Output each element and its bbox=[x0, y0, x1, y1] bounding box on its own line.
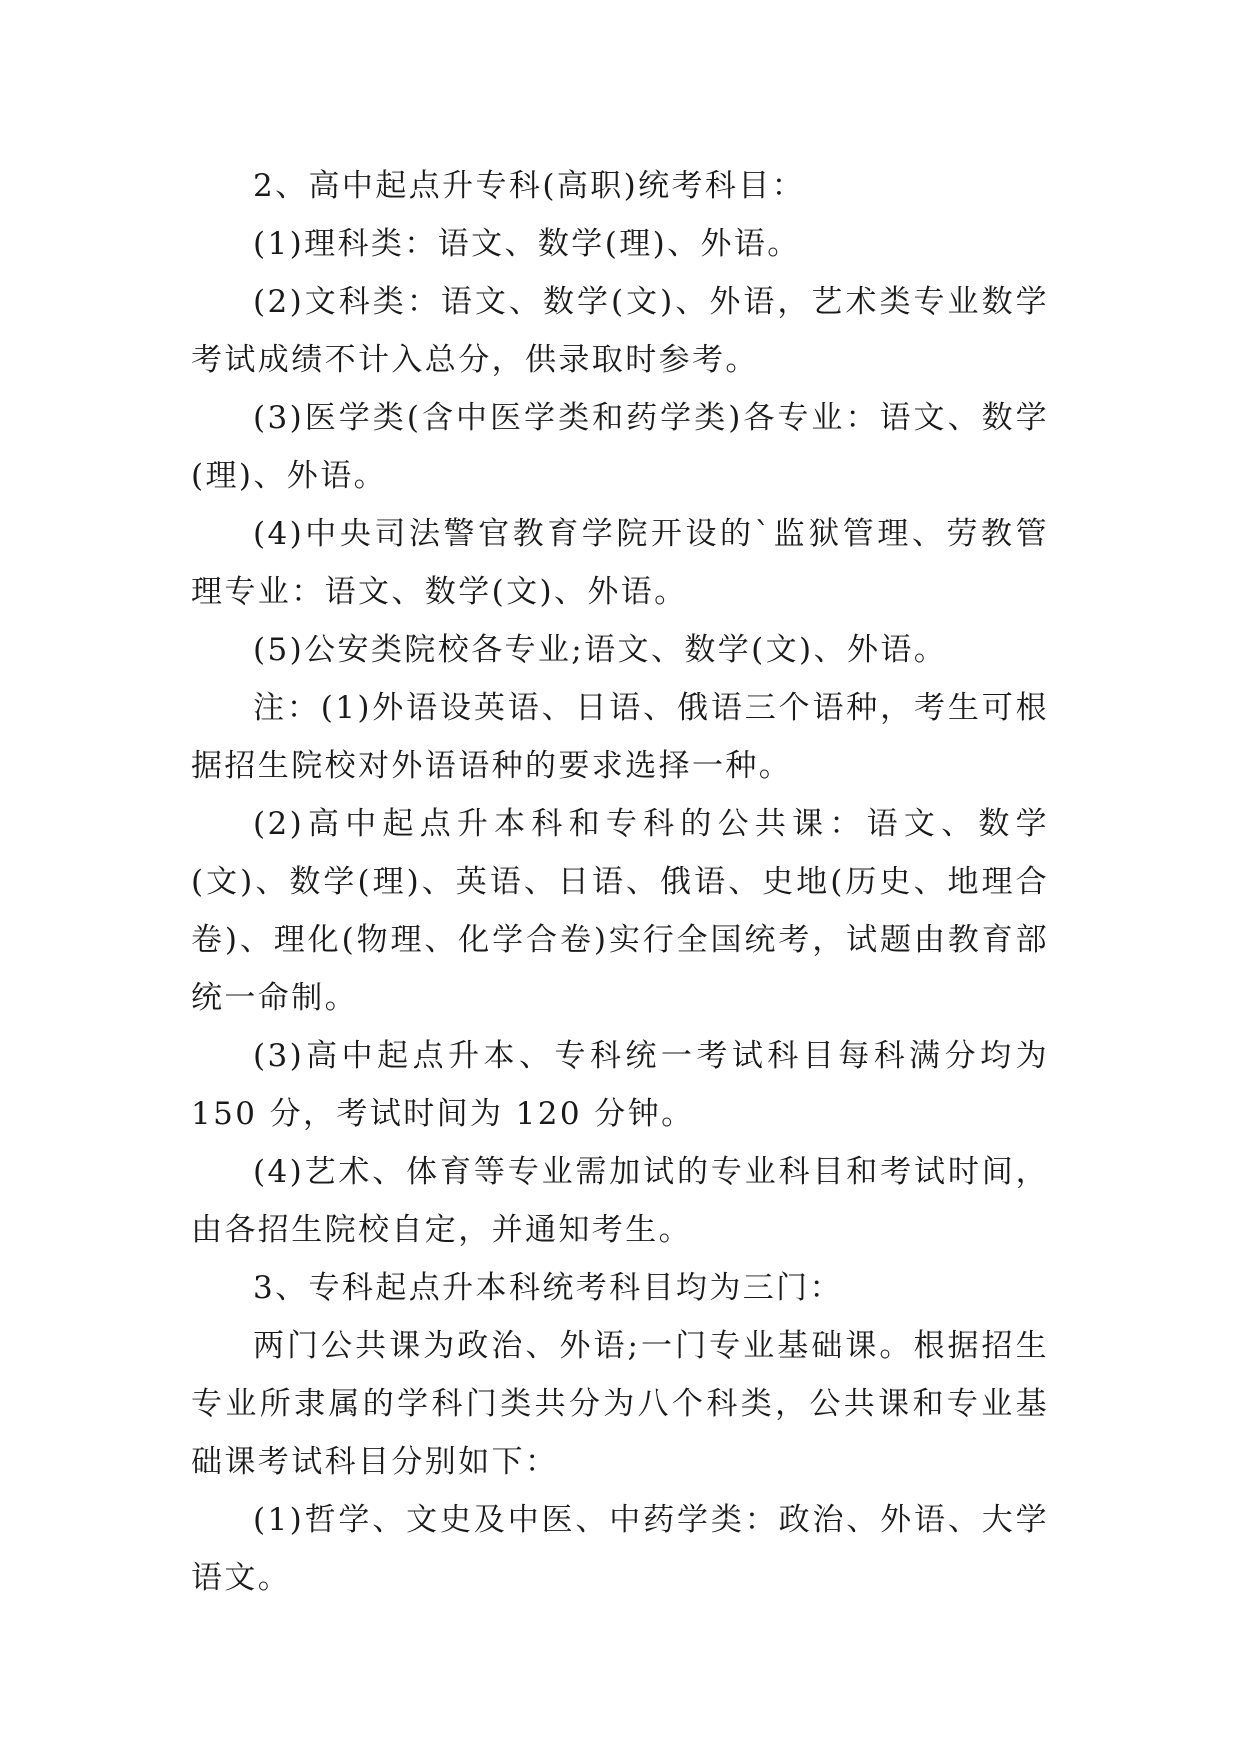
paragraph-9: (3)高中起点升本、专科统一考试科目每科满分均为 150 分，考试时间为 120 分钟。 bbox=[191, 1038, 1049, 1132]
paragraph-6: (5)公安类院校各专业;语文、数学(文)、外语。 bbox=[253, 632, 948, 668]
paragraph-10: (4)艺术、体育等专业需加试的专业科目和考试时间，由各招生院校自定，并通知考生。 bbox=[191, 1154, 1049, 1248]
paragraph-12: 两门公共课为政治、外语;一门专业基础课。根据招生专业所隶属的学科门类共分为八个科类，公共课和专业基础课考试科目分别如下： bbox=[191, 1328, 1049, 1480]
paragraph-3: (2)文科类：语文、数学(文)、外语，艺术类专业数学考试成绩不计入总分，供录取时参考。 bbox=[191, 284, 1049, 378]
paragraph-13: (1)哲学、文史及中医、中药学类：政治、外语、大学语文。 bbox=[191, 1502, 1049, 1596]
paragraph-1: 2、高中起点升专科(高职)统考科目： bbox=[253, 168, 806, 204]
document-body bbox=[191, 157, 1049, 1607]
paragraph-4: (3)医学类(含中医学类和药学类)各专业：语文、数学(理)、外语。 bbox=[191, 400, 1049, 494]
paragraph-11: 3、专科起点升本科统考科目均为三门： bbox=[253, 1270, 843, 1306]
paragraph-7: 注：(1)外语设英语、日语、俄语三个语种，考生可根据招生院校对外语语种的要求选择一种。 bbox=[191, 690, 1049, 784]
paragraph-8: (2)高中起点升本科和专科的公共课：语文、数学(文)、数学(理)、英语、日语、俄语、史地(历史、地理合卷)、理化(物理、化学合卷)实行全国统考，试题由教育部统一命制。 bbox=[191, 806, 1049, 1016]
paragraph-5: (4)中央司法警官教育学院开设的`监狱管理、劳教管理专业：语文、数学(文)、外语。 bbox=[191, 516, 1049, 610]
paragraph-2: (1)理科类：语文、数学(理)、外语。 bbox=[253, 226, 801, 262]
